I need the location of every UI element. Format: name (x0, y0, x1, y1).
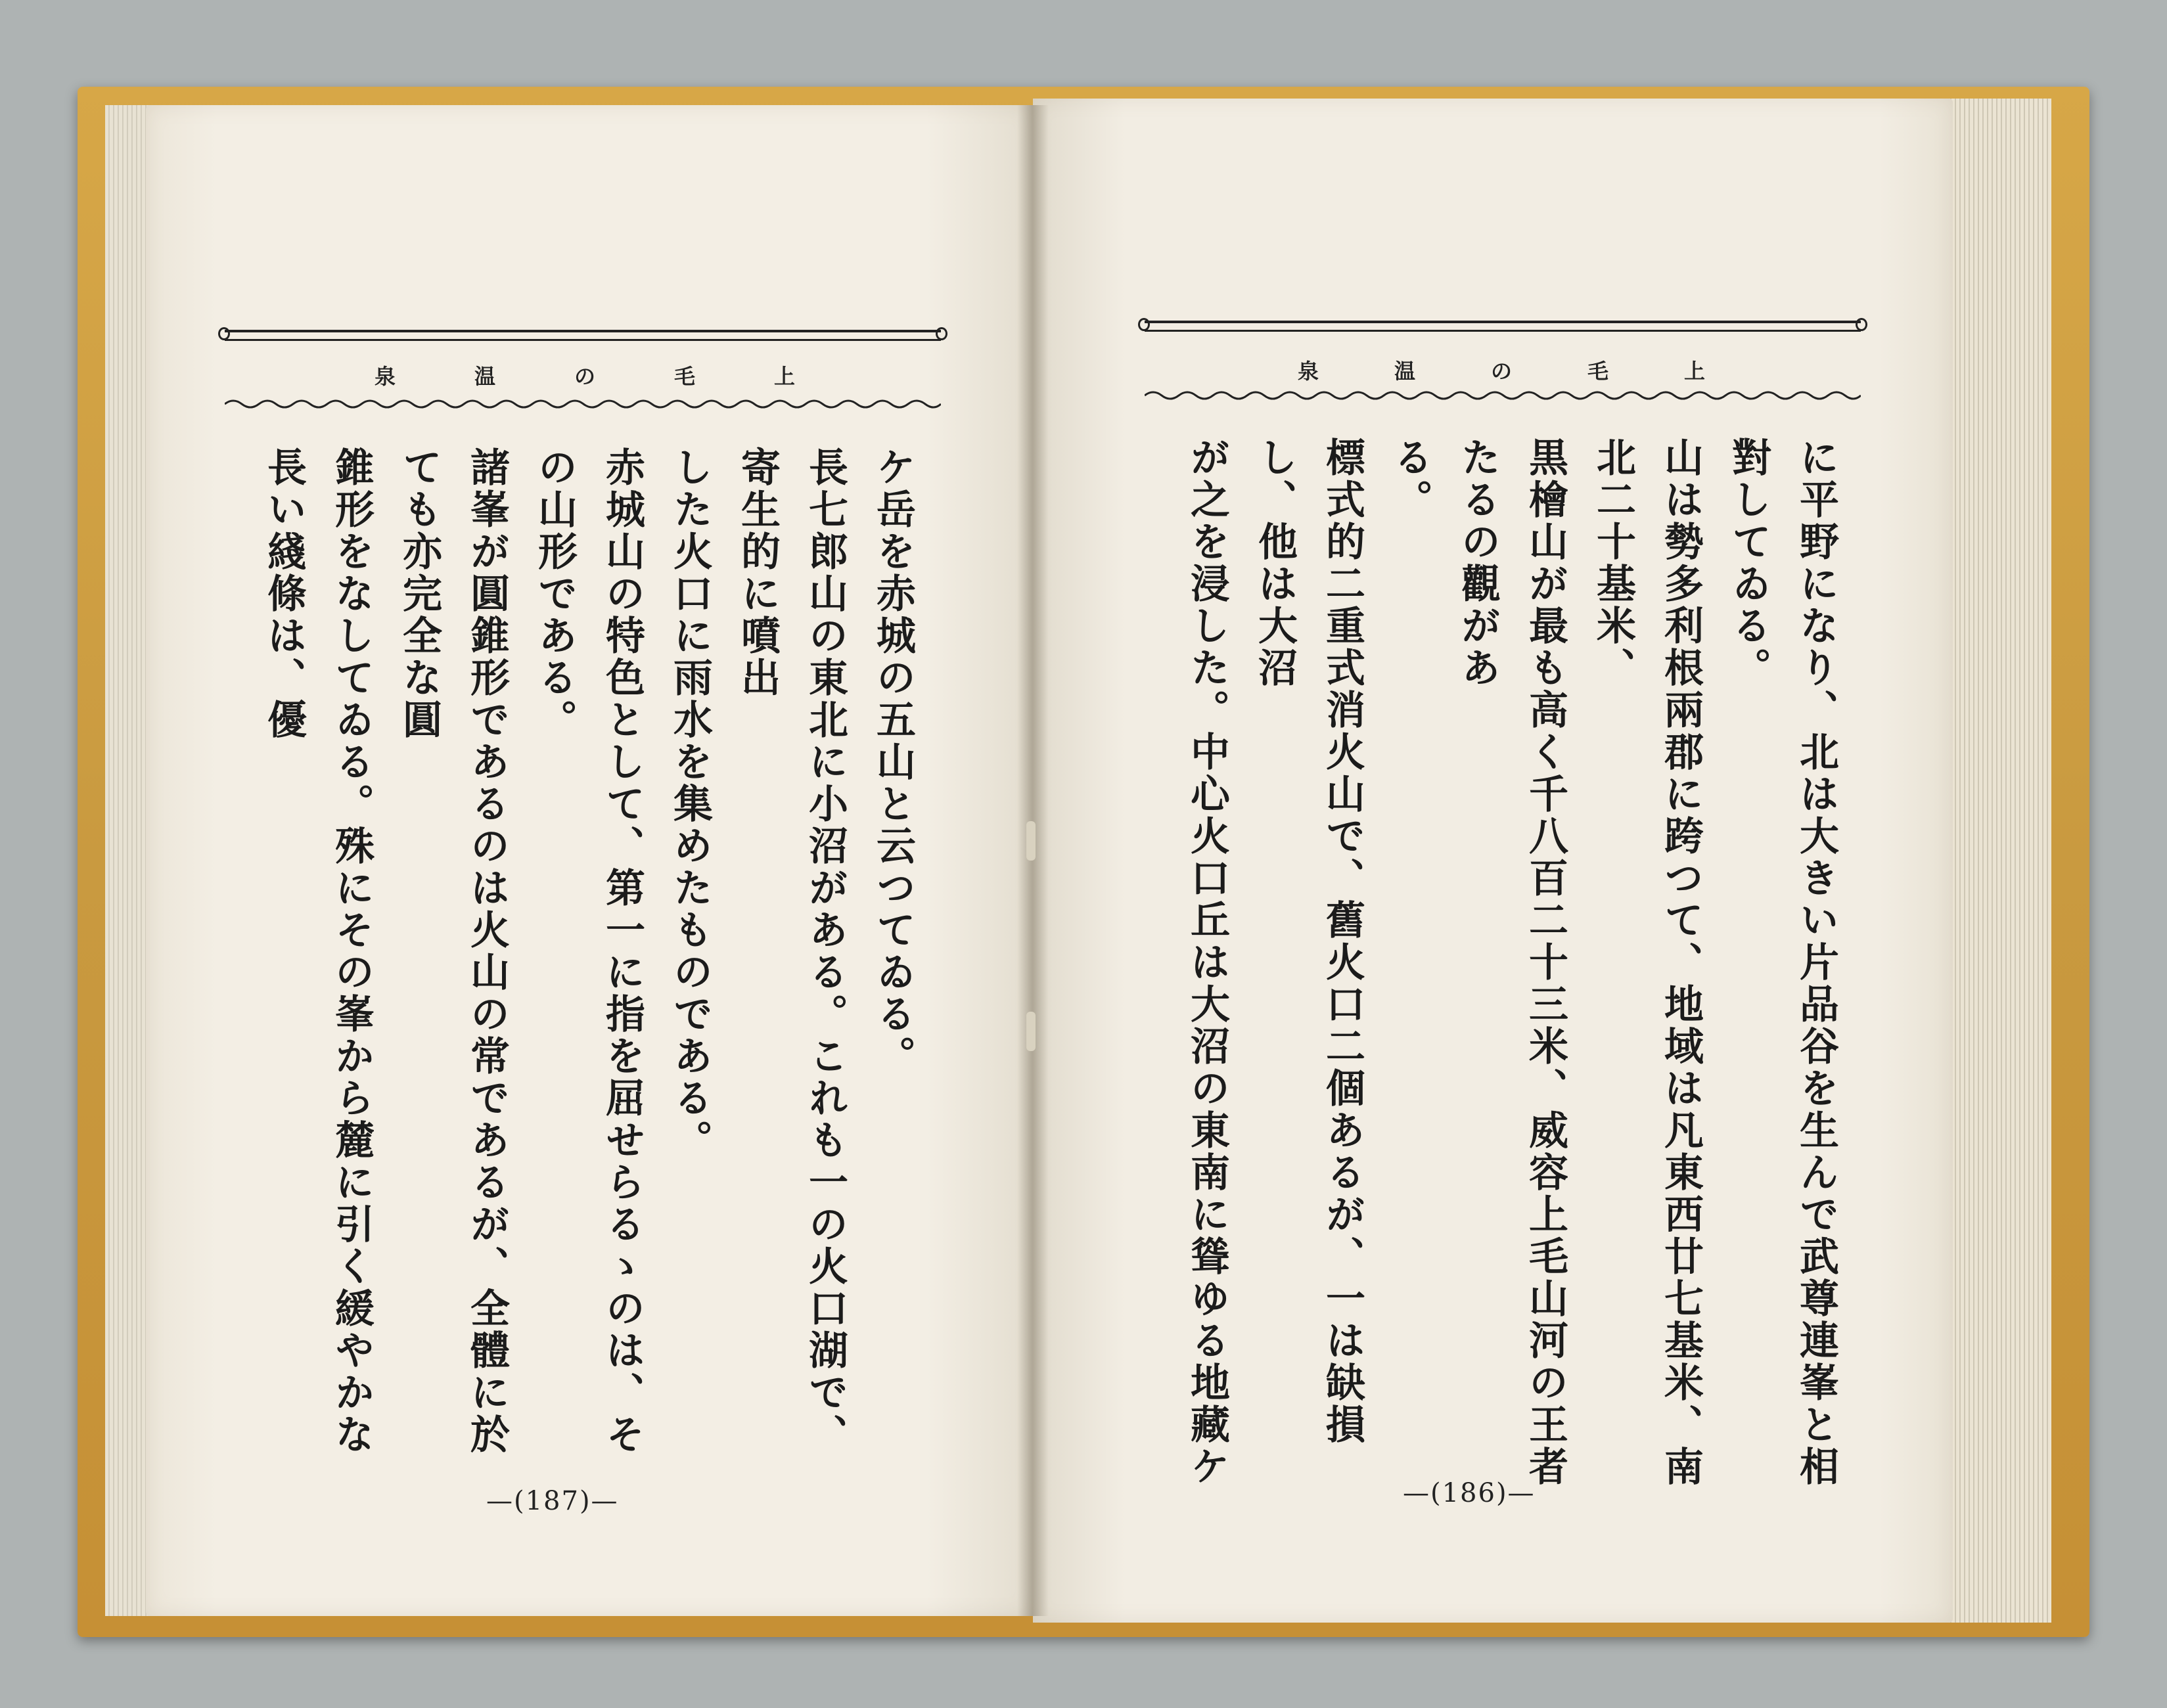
wavy-rule-left (225, 397, 941, 411)
header-char: 毛 (673, 364, 695, 389)
header-char: 上 (1683, 359, 1705, 384)
right-page-body (1163, 437, 1850, 1488)
header-char: 温 (474, 364, 495, 389)
header-rule-left (225, 330, 941, 341)
text-line: 黒檜山が最も高く千八百二十三米、威容上毛山河の王者たるの觀があ (1455, 437, 1568, 1488)
text-line: 錐形をなしてゐる。殊にその峯から麓に引く緩やかな長い綫條は、優 (261, 447, 375, 1456)
book-gutter (1017, 105, 1049, 1616)
page-number-right: —(186)— (1403, 1478, 1536, 1508)
text-line: が之を浸した。中心火口丘は大沼の東南に聳ゆる地藏ケ (1184, 437, 1230, 1488)
running-header-left (375, 360, 795, 390)
binding-stitch (1026, 1012, 1036, 1051)
text-line: 長七郎山の東北に小沼がある。これも一の火口湖で、寄生的に噴出 (735, 447, 848, 1456)
wavy-rule-right (1145, 389, 1861, 402)
page-number-left: —(187)— (486, 1486, 619, 1516)
text-line: した火口に雨水を集めたものである。 (667, 447, 713, 1161)
header-char: の (574, 364, 595, 389)
header-char: 上 (773, 364, 795, 389)
text-line: 標式的二重式消火山で、舊火口二個あるが、一は缺損し、他は大沼 (1252, 437, 1365, 1446)
text-line: 山は勢多利根兩郡に跨つて、地域は凡東西廿七基米、南北二十基米、 (1590, 437, 1704, 1488)
running-header-right (1298, 355, 1705, 385)
header-char: 毛 (1587, 359, 1608, 384)
text-line: 諸峯が圓錐形であるのは火山の常であるが、全體に於ても亦完全な圓 (396, 447, 510, 1456)
text-line (243, 447, 250, 1485)
header-char: 泉 (1298, 359, 1319, 384)
text-line: に平野になり、北は大きい片品谷を生んで武尊連峯と相對してゐる。 (1725, 437, 1839, 1488)
header-rule-right (1145, 321, 1861, 332)
left-page-body (243, 447, 926, 1485)
header-char: の (1490, 359, 1512, 384)
binding-stitch (1026, 821, 1036, 861)
header-char: 泉 (375, 364, 396, 389)
header-char: 温 (1394, 359, 1415, 384)
text-line: 赤城山の特色として、第一に指を屈せらるゝのは、その山形である。 (532, 447, 645, 1456)
text-line: ケ岳を赤城の五山と云つてゐる。 (870, 447, 916, 1077)
text-line: る。 (1387, 437, 1433, 521)
